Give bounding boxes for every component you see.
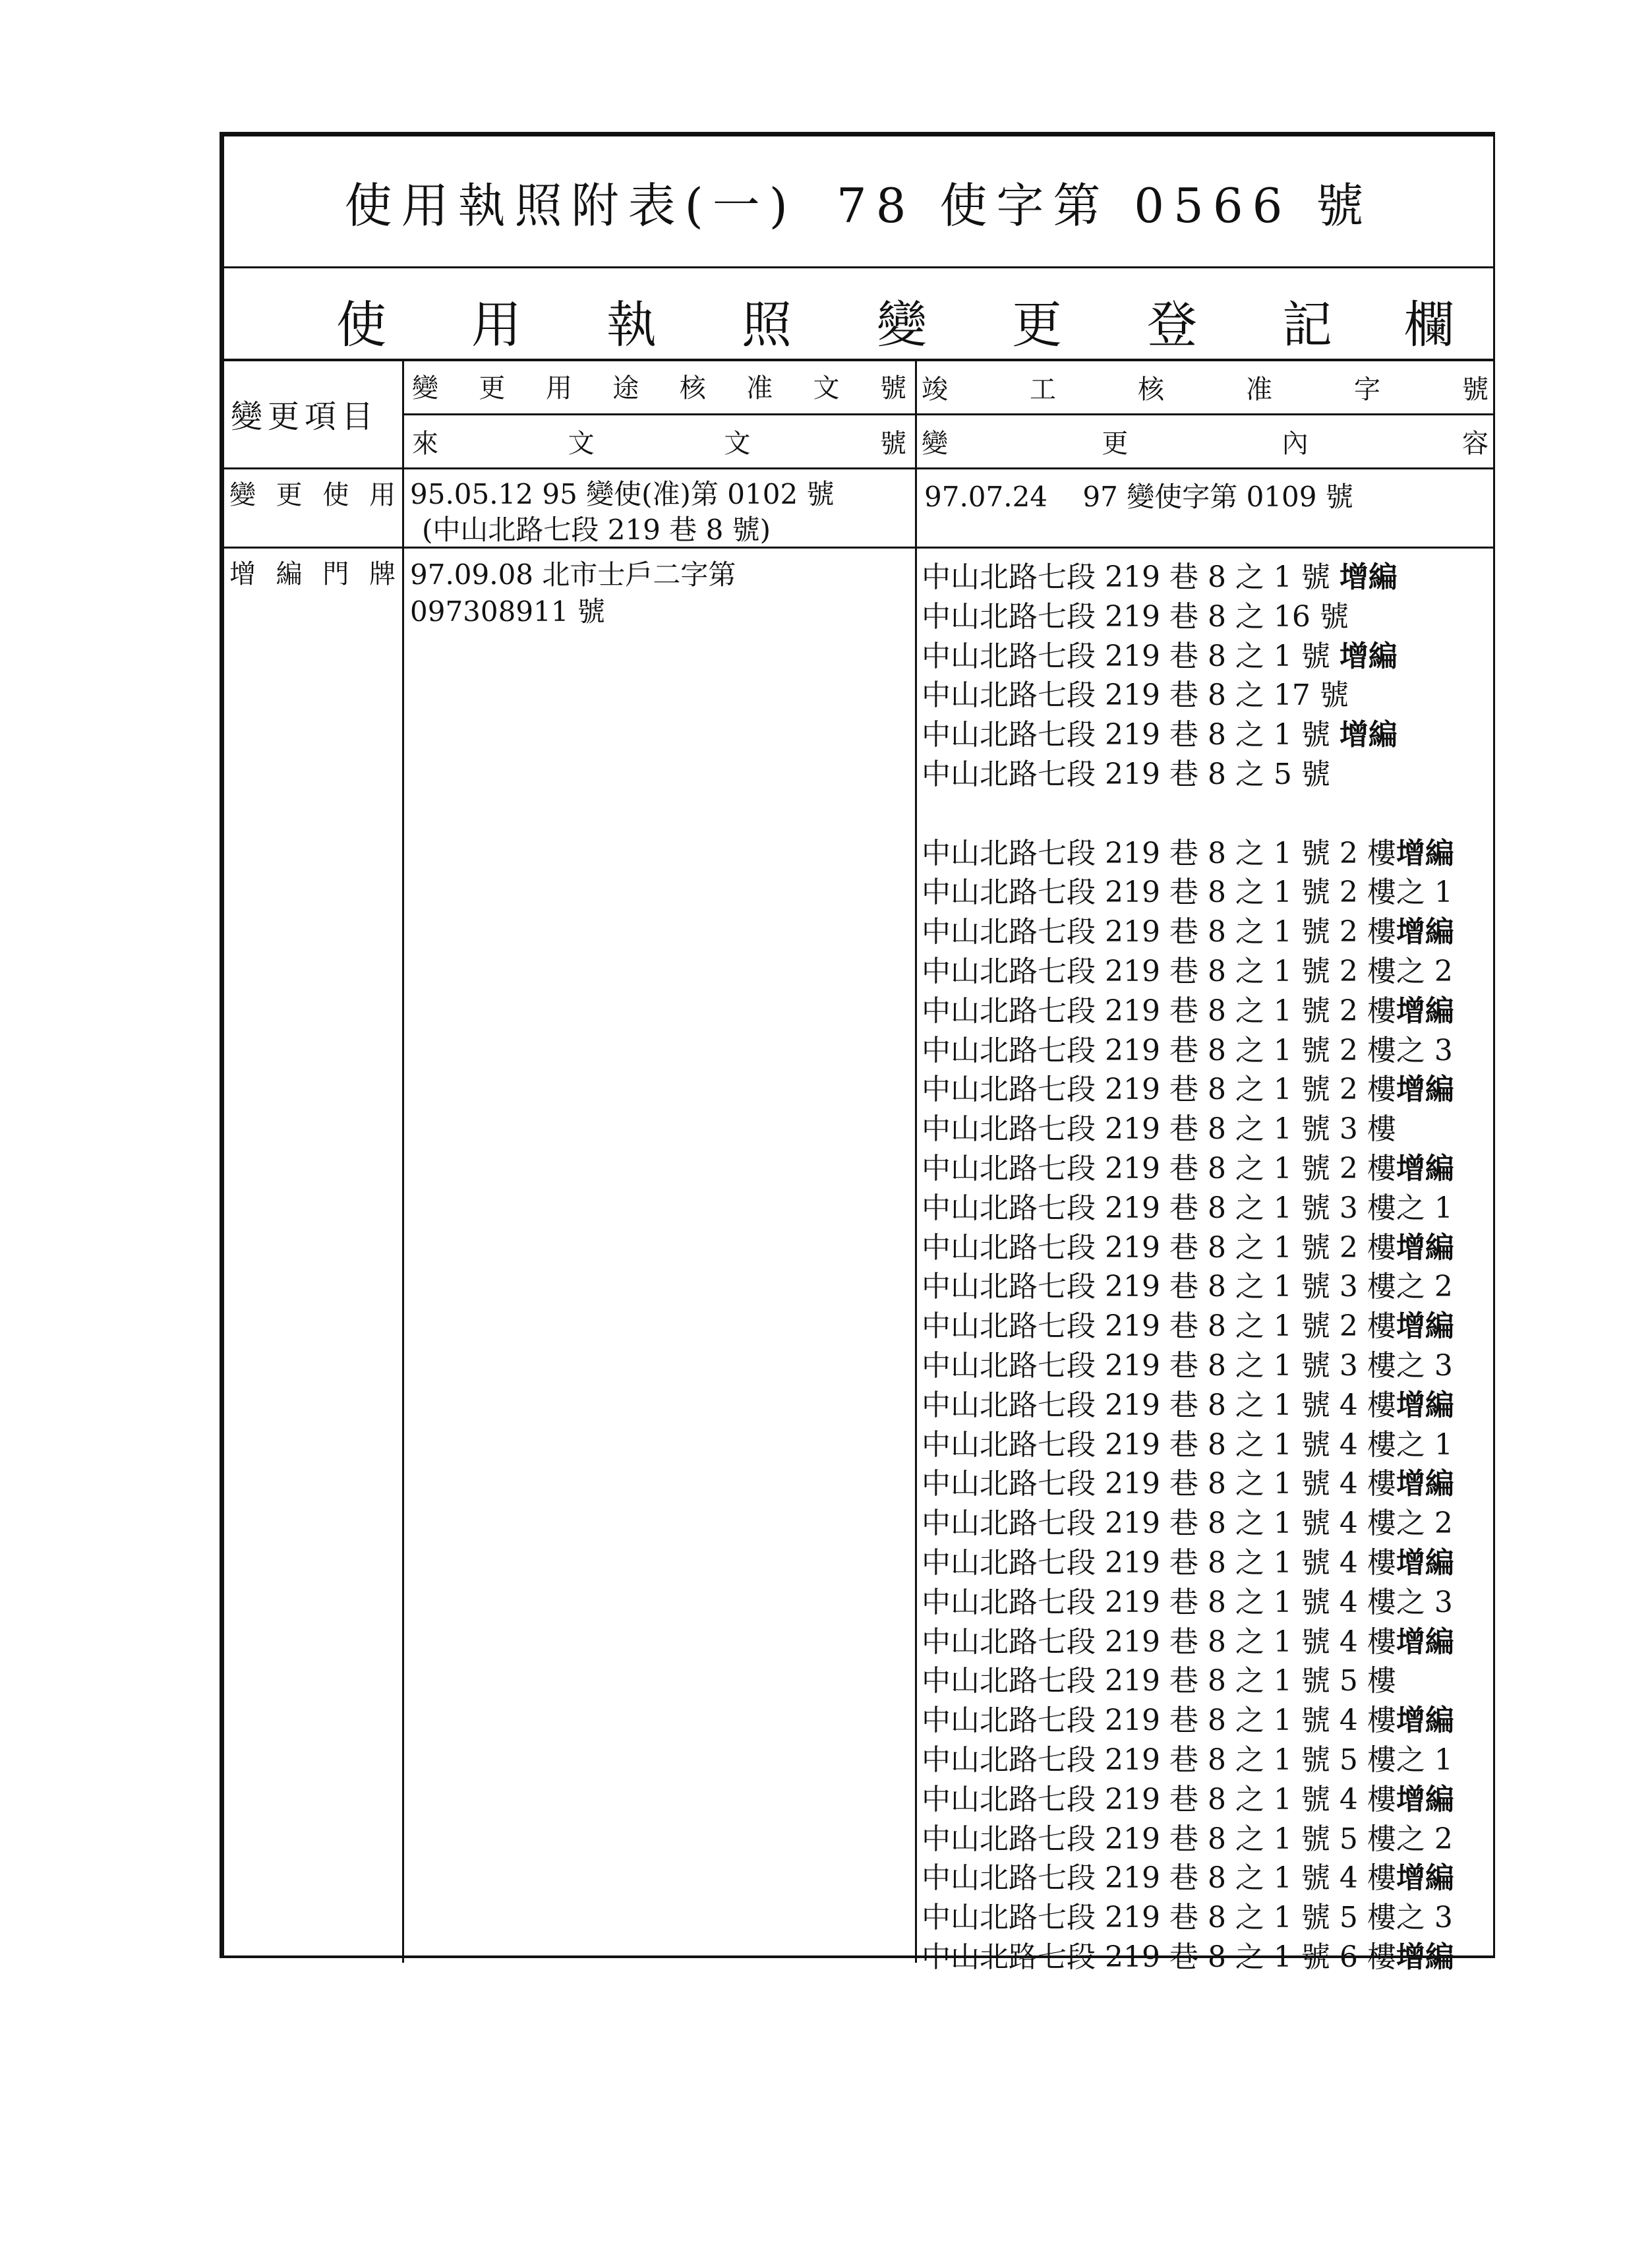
address-line (922, 1065, 1454, 1108)
header-char: 號 (1462, 374, 1488, 405)
header-char: 變 (412, 373, 438, 403)
address-text: 中山北路七段 219 巷 8 之 1 號 (922, 639, 1340, 673)
address-text: 中山北路七段 219 巷 8 之 1 號 2 樓之 1 (922, 876, 1453, 910)
address-line (922, 1105, 1396, 1147)
row-divider (224, 547, 1493, 549)
heading-char: 變 (877, 295, 927, 354)
address-line (922, 1499, 1453, 1541)
address-text: 中山北路七段 219 巷 8 之 1 號 (922, 718, 1340, 752)
header-completion-no (922, 369, 1488, 406)
address-text: 中山北路七段 219 巷 8 之 1 號 3 樓 (922, 1112, 1396, 1147)
added-tag: 增編 (1396, 915, 1454, 949)
added-tag: 增編 (1396, 994, 1454, 1028)
row2-change-item (229, 553, 396, 591)
header-char: 號 (879, 429, 906, 459)
title-left: 使用執照附表(一) (344, 177, 797, 233)
added-tag: 增編 (1396, 1546, 1454, 1580)
address-text: 中山北路七段 219 巷 8 之 1 號 3 樓之 1 (922, 1191, 1453, 1225)
heading-char: 登 (1147, 295, 1197, 354)
added-tag: 增編 (1396, 1940, 1454, 1974)
address-line (922, 1302, 1454, 1344)
address-line (922, 1224, 1454, 1266)
address-line (922, 947, 1453, 990)
address-text: 中山北路七段 219 巷 8 之 1 號 2 樓 (922, 1152, 1396, 1185)
address-line (922, 1657, 1396, 1699)
address-line (922, 1342, 1453, 1384)
row2-doc-line: 097308911 號 (410, 595, 605, 628)
added-tag: 增編 (1339, 639, 1398, 673)
added-tag: 增編 (1396, 1230, 1454, 1265)
address-line (922, 553, 1398, 595)
added-tag: 增編 (1396, 836, 1454, 870)
header-char: 文 (724, 429, 751, 459)
address-line (922, 1145, 1454, 1187)
item-char: 變 (229, 480, 256, 510)
address-text: 中山北路七段 219 巷 8 之 1 號 2 樓之 3 (922, 1033, 1453, 1067)
added-tag: 增編 (1396, 1625, 1454, 1659)
address-text: 中山北路七段 219 巷 8 之 1 號 2 樓 (922, 1309, 1396, 1344)
address-line (922, 1027, 1453, 1069)
header-char: 核 (1138, 374, 1164, 405)
header-mid-rule (402, 413, 1493, 415)
header-char: 號 (879, 373, 906, 403)
header-char: 准 (1246, 374, 1272, 405)
heading-char: 更 (1012, 295, 1062, 354)
header-char: 用 (545, 373, 572, 403)
address-line (922, 1854, 1454, 1896)
added-tag: 增編 (1339, 560, 1398, 594)
header-char: 內 (1282, 429, 1309, 459)
heading-char: 執 (606, 295, 657, 354)
header-bottom-rule (224, 467, 1493, 469)
address-text: 中山北路七段 219 巷 8 之 1 號 5 樓之 1 (922, 1743, 1453, 1777)
address-line (922, 1815, 1453, 1857)
address-text: 中山北路七段 219 巷 8 之 1 號 2 樓 (922, 1073, 1396, 1107)
header-char: 工 (1030, 374, 1056, 405)
item-char: 使 (322, 480, 349, 510)
title-license-number: 78 使字第 0566 號 (836, 177, 1373, 233)
address-text: 中山北路七段 219 巷 8 之 1 號 2 樓 (922, 1230, 1396, 1265)
header-approval-no (412, 367, 906, 405)
address-text: 中山北路七段 219 巷 8 之 1 號 3 樓之 3 (922, 1349, 1453, 1383)
address-text: 中山北路七段 219 巷 8 之 16 號 (922, 599, 1349, 634)
address-line (922, 632, 1398, 674)
header-incoming-doc-no (412, 423, 906, 460)
address-text: 中山北路七段 219 巷 8 之 1 號 5 樓之 2 (922, 1822, 1453, 1856)
address-text: 中山北路七段 219 巷 8 之 1 號 4 樓 (922, 1388, 1396, 1422)
address-text: 中山北路七段 219 巷 8 之 1 號 4 樓 (922, 1546, 1396, 1580)
col-divider-1 (402, 359, 404, 1963)
address-line (922, 1578, 1453, 1621)
address-text: 中山北路七段 219 巷 8 之 1 號 (922, 560, 1340, 594)
added-tag: 增編 (1339, 718, 1398, 752)
header-char: 更 (1102, 429, 1129, 459)
item-char: 更 (276, 480, 303, 510)
address-line (922, 711, 1398, 753)
item-char: 增 (229, 559, 256, 589)
section-heading (224, 266, 1493, 361)
header-char: 途 (612, 373, 639, 403)
address-line (922, 1933, 1454, 1975)
address-line (922, 829, 1454, 872)
col-divider-2 (915, 359, 917, 1963)
header-char: 變 (922, 429, 948, 459)
header-char: 容 (1461, 429, 1488, 459)
address-text: 中山北路七段 219 巷 8 之 17 號 (922, 678, 1349, 713)
document-title (224, 136, 1493, 268)
item-char: 編 (276, 559, 303, 589)
header-change-content (922, 423, 1488, 460)
row1-doc-line: 95.05.12 95 變使(准)第 0102 號 (410, 478, 835, 510)
header-change-item: 變更項目 (231, 398, 379, 435)
row1-change-item (229, 474, 396, 512)
row2-doc-line: 97.09.08 北市士戶二字第 (410, 558, 736, 591)
heading-char: 用 (471, 295, 521, 354)
address-text: 中山北路七段 219 巷 8 之 1 號 3 樓之 2 (922, 1270, 1453, 1304)
address-text: 中山北路七段 219 巷 8 之 1 號 4 樓 (922, 1625, 1396, 1659)
heading-char: 使 (336, 295, 386, 354)
address-line (922, 987, 1454, 1029)
address-line (922, 1460, 1454, 1502)
header-char: 核 (679, 373, 706, 403)
header-char: 文 (568, 429, 595, 459)
address-text: 中山北路七段 219 巷 8 之 1 號 4 樓 (922, 1861, 1396, 1895)
row1-doc-line: (中山北路七段 219 巷 8 號) (422, 514, 771, 546)
address-text: 中山北路七段 219 巷 8 之 1 號 4 樓之 3 (922, 1585, 1453, 1619)
heading-char: 記 (1282, 295, 1332, 354)
header-char: 來 (412, 429, 438, 459)
address-line (922, 1696, 1454, 1739)
row1-content-line: 97.07.24 97 變使字第 0109 號 (924, 481, 1353, 513)
added-tag: 增編 (1396, 1309, 1454, 1344)
address-text: 中山北路七段 219 巷 8 之 1 號 6 樓 (922, 1940, 1396, 1974)
item-char: 門 (322, 559, 349, 589)
added-tag: 增編 (1396, 1388, 1454, 1422)
header-char: 准 (746, 373, 773, 403)
address-line (922, 1263, 1453, 1305)
address-text: 中山北路七段 219 巷 8 之 1 號 5 樓 (922, 1664, 1396, 1698)
address-line (922, 1776, 1454, 1818)
header-char: 更 (479, 373, 506, 403)
item-char: 牌 (368, 559, 396, 589)
heading-char: 照 (742, 295, 792, 354)
address-line (922, 1736, 1453, 1778)
address-line (922, 750, 1330, 792)
address-text: 中山北路七段 219 巷 8 之 1 號 2 樓 (922, 994, 1396, 1028)
header-char: 字 (1354, 374, 1380, 405)
heading-char: 欄 (1404, 295, 1454, 354)
address-line (922, 1421, 1453, 1463)
address-text: 中山北路七段 219 巷 8 之 5 號 (922, 758, 1330, 791)
address-text: 中山北路七段 219 巷 8 之 1 號 2 樓之 2 (922, 955, 1453, 988)
added-tag: 增編 (1396, 1861, 1454, 1895)
address-text: 中山北路七段 219 巷 8 之 1 號 4 樓 (922, 1782, 1396, 1816)
address-line (922, 868, 1453, 910)
header-char: 竣 (922, 374, 948, 405)
address-line (922, 908, 1454, 950)
added-tag: 增編 (1396, 1073, 1454, 1107)
address-line (922, 1539, 1454, 1581)
added-tag: 增編 (1396, 1467, 1454, 1501)
address-text: 中山北路七段 219 巷 8 之 1 號 4 樓之 2 (922, 1507, 1453, 1541)
address-text: 中山北路七段 219 巷 8 之 1 號 4 樓 (922, 1704, 1396, 1738)
address-line (922, 671, 1349, 713)
license-annex-table (220, 132, 1495, 1974)
address-text: 中山北路七段 219 巷 8 之 1 號 2 樓 (922, 915, 1396, 949)
address-text: 中山北路七段 219 巷 8 之 1 號 4 樓 (922, 1467, 1396, 1501)
address-text: 中山北路七段 219 巷 8 之 1 號 5 樓之 3 (922, 1901, 1453, 1935)
address-line (922, 1894, 1453, 1936)
address-text: 中山北路七段 219 巷 8 之 1 號 2 樓 (922, 836, 1396, 870)
address-line (922, 1381, 1454, 1423)
header-char: 文 (813, 373, 840, 403)
address-line (922, 1184, 1453, 1226)
address-line (922, 593, 1349, 635)
address-line (922, 1618, 1454, 1660)
address-text: 中山北路七段 219 巷 8 之 1 號 4 樓之 1 (922, 1427, 1453, 1462)
item-char: 用 (368, 480, 396, 510)
added-tag: 增編 (1396, 1704, 1454, 1738)
added-tag: 增編 (1396, 1152, 1454, 1185)
added-tag: 增編 (1396, 1782, 1454, 1816)
